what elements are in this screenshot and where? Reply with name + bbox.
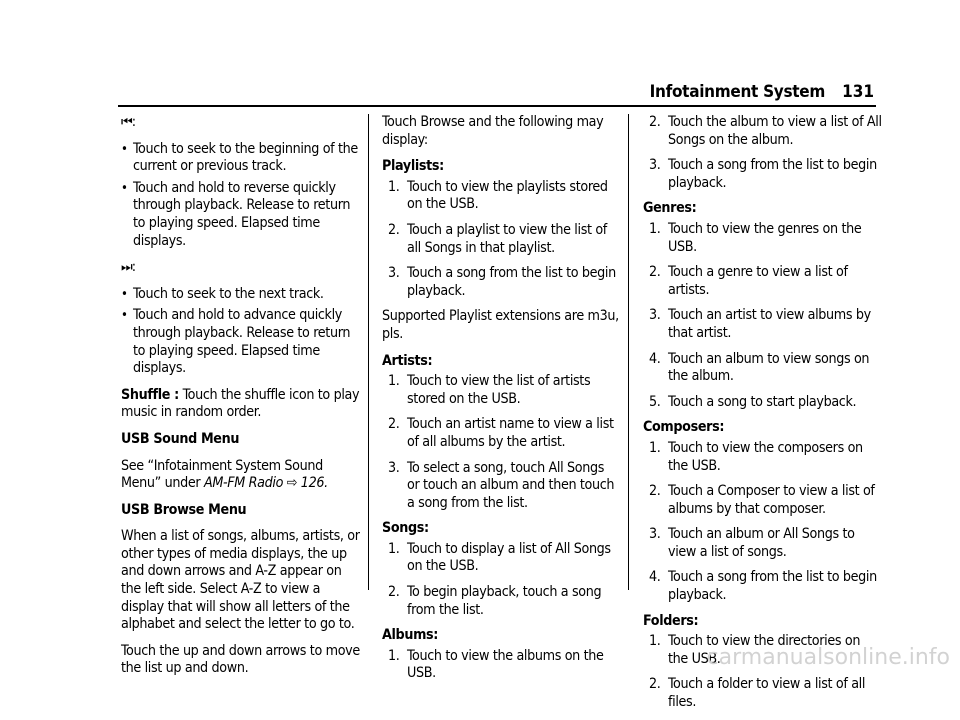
list-item: 3. Touch an artist to view albums by that artist. [649,307,871,341]
page-header [0,82,960,104]
sound-menu-heading: USB Sound Menu [121,430,240,447]
shuffle-label: Shuffle : [121,386,179,403]
folders-heading: Folders: [643,612,699,629]
column-divider [368,114,369,590]
list-item: • Touch and hold to advance quickly through playback. Release to return to playing speed. Elapsed time displays. [121,307,361,377]
list-item: 1. Touch to view the playlists stored on the USB. [388,178,608,213]
list-item: 1. Touch to view the directories on the USB. [649,633,861,667]
list-item: 1. Touch to display a list of All Songs on the USB. [388,540,611,575]
list-item: 2. Touch an artist name to view a list of all albums by the artist. [388,416,614,450]
list-item: 4. Touch a song from the list to begin playback. [649,569,877,604]
list-item: • Touch to seek to the next track. [121,286,361,304]
list-item: 1. Touch to view the list of artists stored on the USB. [388,373,591,407]
paragraph: Supported Playlist extensions are m3u, pls. [382,308,619,342]
column-divider [628,114,629,590]
header-rule [118,105,876,107]
list-item: 3. Touch a song from the list to begin playback. [649,157,877,191]
sound-menu-paragraph: See “Infotainment System Sound Menu” under AM-FM Radio ⇨ 126. [121,457,328,492]
albums-heading: Albums: [382,627,439,644]
page-ref-arrow-icon: ⇨ [286,475,298,492]
list-item: 2. Touch the album to view a list of All Songs on the album. [649,114,882,148]
list-item: 5. Touch a song to start playback. [649,393,857,410]
shuffle-text: Touch the shuffle icon to play music in random order. [121,386,360,421]
artists-heading: Artists: [382,352,433,369]
list-item: 2. Touch a Composer to view a list of albums by that composer. [649,483,875,517]
list-item: 1. Touch to view the albums on the USB. [388,647,604,682]
paragraph: Touch Browse and the following may display: [382,114,604,148]
list-item: 4. Touch an album to view songs on the album. [649,350,870,385]
list-item: 1. Touch to view the composers on the USB. [649,439,863,474]
list-item: • Touch to seek to the beginning of the current or previous track. [121,141,361,176]
section-title: Infotainment System [649,82,825,102]
songs-heading: Songs: [382,520,429,537]
paragraph: When a list of songs, albums, artists, or other types of media displays, the up and down arrows and A-Z appear on the left side. Select A-Z to view a display that will show all letters of the alphabet and select the letter to go to. [121,528,360,633]
list-item: • Touch and hold to reverse quickly through playback. Release to return to playing speed. Elapsed time displays. [121,180,361,250]
paragraph: Touch the up and down arrows to move the list up and down. [121,642,360,677]
next-track-icon-line: ⏭: [121,259,136,276]
seek-forward-icon: ⏭ [121,260,132,276]
page-number: 131 [842,82,874,102]
list-item: 2. Touch a genre to view a list of artists. [649,264,848,298]
list-item: 1. Touch to view the genres on the USB. [649,220,862,255]
page-reference[interactable]: 126 [300,475,325,492]
list-item: 2. To begin playback, touch a song from the list. [388,584,602,618]
column-3 [643,114,883,720]
shuffle-paragraph [121,387,361,422]
composers-heading: Composers: [643,419,725,436]
list-item: 2. Touch a folder to view a list of all files. [649,676,866,711]
list-item: 3. Touch an album or All Songs to view a list of songs. [649,526,855,560]
list-item: 2. Touch a playlist to view the list of all Songs in that playlist. [388,221,607,256]
column-2 [382,114,620,691]
genres-heading: Genres: [643,200,697,217]
seek-back-icon: ⏮ [121,115,132,130]
column-1 [121,114,361,687]
playlists-heading: Playlists: [382,158,444,175]
watermark: carmanualsonline.info [706,645,950,670]
cross-reference-link[interactable]: AM-FM Radio [203,475,284,492]
prev-track-icon-line: ⏮: [121,114,136,130]
list-item: 3. Touch a song from the list to begin playback. [388,265,616,299]
browse-menu-heading: USB Browse Menu [121,501,247,518]
list-item: 3. To select a song, touch All Songs or touch an album and then touch a song from the list. [388,459,615,511]
